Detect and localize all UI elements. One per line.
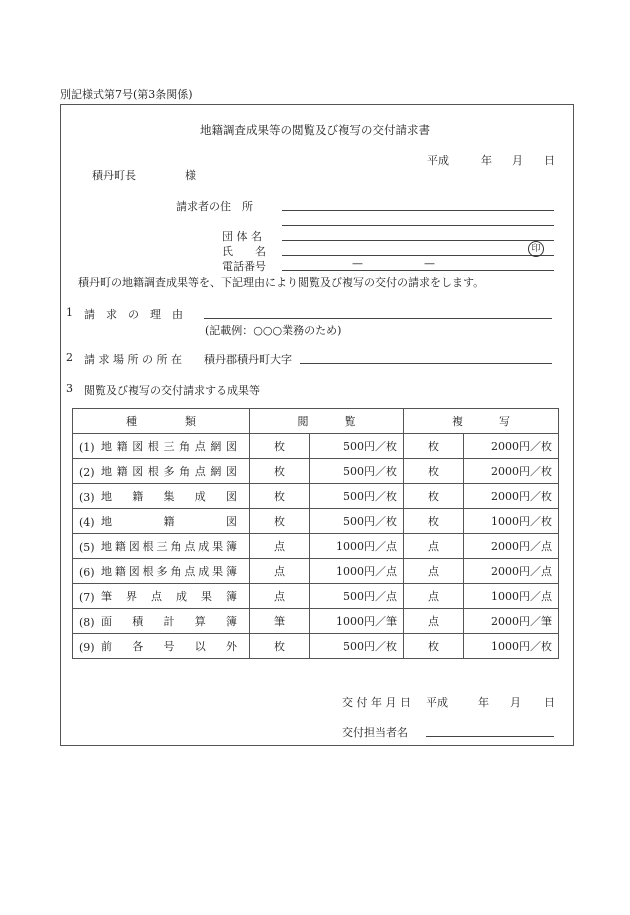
table-row: [73, 609, 559, 634]
group-name-label: 団 体 名: [222, 230, 262, 243]
view-unit[interactable]: 筆: [250, 609, 310, 634]
table-row: [73, 434, 559, 459]
copy-price: 2000円／枚: [464, 484, 559, 509]
row-number: (2): [79, 466, 95, 479]
view-unit[interactable]: 枚: [250, 484, 310, 509]
table-row: [73, 509, 559, 534]
copy-price: 1000円／点: [464, 584, 559, 609]
view-price: 500円／点: [310, 584, 404, 609]
copy-price: 2000円／枚: [464, 459, 559, 484]
issue-date-year-label: 年: [478, 696, 489, 709]
row-kind: [73, 534, 250, 559]
header-kind: 種 類: [73, 409, 250, 434]
row-number: (8): [79, 616, 95, 629]
view-unit[interactable]: 枚: [250, 634, 310, 659]
name-label: 氏 名: [222, 245, 266, 258]
date-day-label: 日: [544, 154, 555, 167]
issue-date-label: 交 付 年 月 日: [342, 696, 411, 709]
item-1-label: 請 求 の 理 由: [84, 308, 183, 321]
row-name: 地籍図根三角点網図: [101, 440, 237, 453]
view-price: 1000円／点: [310, 559, 404, 584]
view-price: 500円／枚: [310, 509, 404, 534]
form-title: 地籍調査成果等の閲覧及び複写の交付請求書: [200, 123, 430, 137]
reason-field[interactable]: [204, 318, 552, 319]
copy-unit[interactable]: 点: [404, 609, 464, 634]
form-reference: 別記様式第7号(第3条関係): [60, 88, 193, 101]
view-price: 500円／枚: [310, 434, 404, 459]
view-price: 1000円／点: [310, 534, 404, 559]
results-table: [72, 408, 559, 659]
view-price: 500円／枚: [310, 634, 404, 659]
item-1-number: 1: [66, 306, 73, 319]
reason-example: (記載例：○○○業務のため): [205, 324, 342, 337]
copy-unit[interactable]: 枚: [404, 459, 464, 484]
request-statement: 積丹町の地籍調査成果等を、下記理由により閲覧及び複写の交付の請求をします。: [78, 276, 485, 289]
item-2-number: 2: [66, 351, 73, 364]
copy-price: 2000円／点: [464, 559, 559, 584]
item-3-number: 3: [66, 382, 73, 395]
row-kind: [73, 434, 250, 459]
row-kind: [73, 609, 250, 634]
phone-separator-1: —: [352, 257, 363, 270]
date-era: 平成: [427, 154, 449, 167]
row-number: (3): [79, 491, 95, 504]
row-kind: [73, 559, 250, 584]
table-row: [73, 559, 559, 584]
copy-price: 2000円／筆: [464, 609, 559, 634]
table-row: [73, 634, 559, 659]
view-price: 500円／枚: [310, 459, 404, 484]
row-number: (1): [79, 441, 95, 454]
view-price: 1000円／筆: [310, 609, 404, 634]
phone-label: 電話番号: [222, 260, 266, 273]
row-number: (4): [79, 516, 95, 529]
view-unit[interactable]: 枚: [250, 509, 310, 534]
address-label: 請求者の住 所: [176, 200, 253, 213]
address-field-line2[interactable]: [282, 225, 554, 226]
row-name: 地籍図: [101, 515, 237, 528]
copy-unit[interactable]: 点: [404, 559, 464, 584]
seal-mark: 印: [528, 241, 544, 257]
location-field[interactable]: [300, 363, 552, 364]
item-2-label: 請 求 場 所 の 所 在: [84, 353, 182, 366]
table-row: [73, 584, 559, 609]
issue-officer-label: 交付担当者名: [342, 726, 408, 739]
row-kind: [73, 484, 250, 509]
row-kind: [73, 509, 250, 534]
row-name: 地籍図根三角点成果簿: [101, 540, 237, 553]
name-field[interactable]: [282, 255, 554, 256]
group-name-field[interactable]: [282, 240, 554, 241]
date-month-label: 月: [512, 154, 523, 167]
view-unit[interactable]: 点: [250, 559, 310, 584]
phone-field[interactable]: [282, 270, 554, 271]
date-year-label: 年: [481, 154, 492, 167]
table-header-row: [73, 409, 559, 434]
row-name: 地籍図根多角点網図: [101, 465, 237, 478]
issue-date-day-label: 日: [544, 696, 555, 709]
header-view: 閲 覧: [250, 409, 404, 434]
row-kind: [73, 459, 250, 484]
row-name: 地籍集成図: [101, 490, 237, 503]
row-kind: [73, 584, 250, 609]
row-name: 面積計算簿: [101, 615, 237, 628]
item-3-label: 閲覧及び複写の交付請求する成果等: [84, 384, 260, 397]
row-number: (7): [79, 591, 95, 604]
issue-date-era: 平成: [426, 696, 448, 709]
copy-price: 1000円／枚: [464, 634, 559, 659]
copy-unit[interactable]: 点: [404, 584, 464, 609]
table-row: [73, 484, 559, 509]
view-price: 500円／枚: [310, 484, 404, 509]
copy-unit[interactable]: 枚: [404, 509, 464, 534]
location-prefix: 積丹郡積丹町大字: [204, 353, 292, 366]
row-number: (6): [79, 566, 95, 579]
copy-unit[interactable]: 点: [404, 534, 464, 559]
copy-unit[interactable]: 枚: [404, 434, 464, 459]
view-unit[interactable]: 枚: [250, 434, 310, 459]
addressee-honorific: 様: [185, 169, 196, 182]
row-name: 筆界点成果簿: [101, 590, 237, 603]
address-field[interactable]: [282, 210, 554, 211]
view-unit[interactable]: 枚: [250, 459, 310, 484]
view-unit[interactable]: 点: [250, 534, 310, 559]
addressee-name: 積丹町長: [92, 169, 136, 182]
row-name: 地籍図根多角点成果簿: [101, 565, 237, 578]
header-copy: 複 写: [404, 409, 559, 434]
view-unit[interactable]: 点: [250, 584, 310, 609]
phone-separator-2: —: [424, 257, 435, 270]
issue-officer-field[interactable]: [426, 736, 554, 737]
copy-price: 2000円／枚: [464, 434, 559, 459]
row-number: (5): [79, 541, 95, 554]
copy-unit[interactable]: 枚: [404, 484, 464, 509]
copy-price: 2000円／点: [464, 534, 559, 559]
copy-price: 1000円／枚: [464, 509, 559, 534]
row-name: 前各号以外: [101, 640, 237, 653]
table-row: [73, 534, 559, 559]
issue-date-month-label: 月: [510, 696, 521, 709]
table-row: [73, 459, 559, 484]
row-number: (9): [79, 641, 95, 654]
row-kind: [73, 634, 250, 659]
copy-unit[interactable]: 枚: [404, 634, 464, 659]
